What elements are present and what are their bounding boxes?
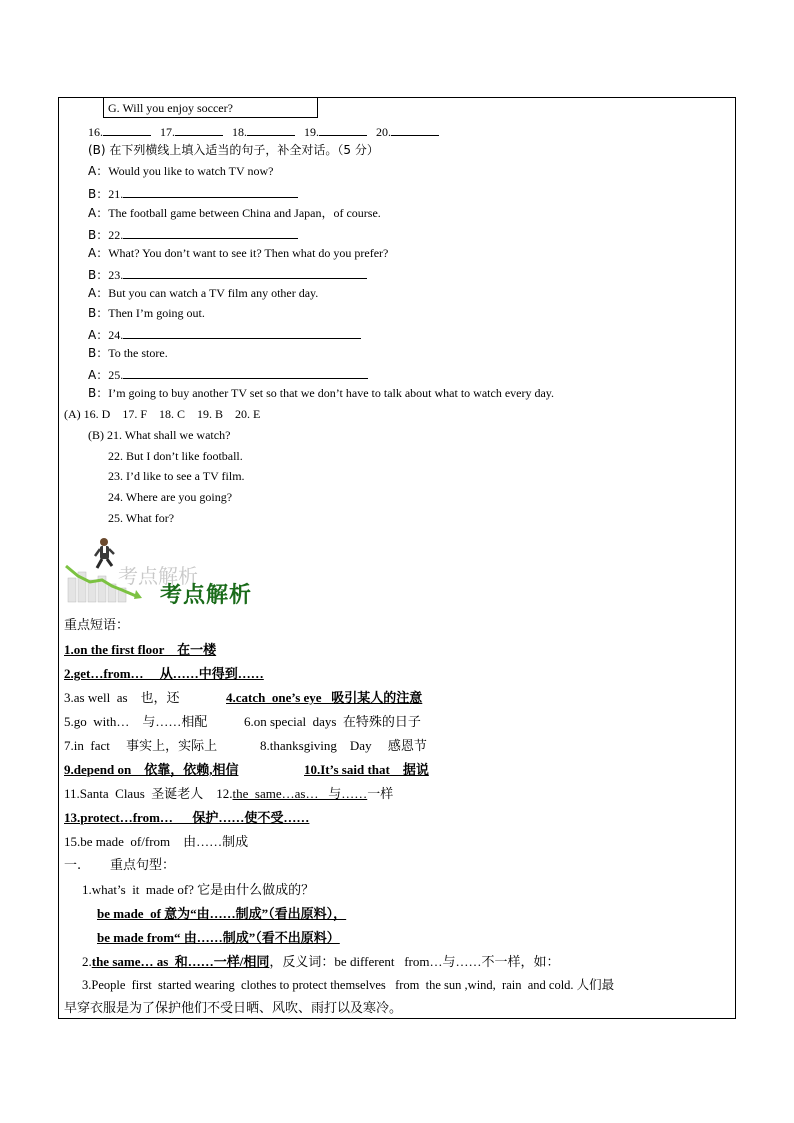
dialogue-line bbox=[88, 307, 205, 319]
sentence-2-tail: ，反义词：be different from…与……不一样，如： bbox=[269, 954, 560, 969]
phrase-11-12 bbox=[64, 787, 393, 800]
blank-20-label: 20. bbox=[376, 125, 391, 139]
dialogue-text: What? You don’t want to see it? Then what do you prefer? bbox=[108, 246, 389, 260]
dialogue-text: 24. bbox=[108, 328, 124, 342]
answer-key-b-21: (B) 21. What shall we watch? bbox=[88, 428, 231, 442]
speaker-label: B： bbox=[88, 306, 109, 320]
speaker-label: A： bbox=[88, 246, 109, 260]
dialogue-text: I’m going to buy another TV set so that we don’t have to talk about what to watch every day. bbox=[108, 386, 555, 400]
dialogue-line bbox=[88, 367, 368, 381]
phrase-3: 3.as well as 也，还 bbox=[64, 690, 180, 705]
dialogue-text: 22. bbox=[108, 228, 124, 242]
answer-blank-21[interactable] bbox=[123, 186, 298, 198]
dialogue-line bbox=[88, 165, 273, 177]
phrase-9: 9.depend on 依靠，依赖,相信 bbox=[64, 762, 239, 777]
dialogue-text: 21. bbox=[108, 187, 124, 201]
speaker-label: A： bbox=[88, 328, 109, 342]
blank-17-label: 17. bbox=[160, 125, 175, 139]
dialogue-line bbox=[88, 287, 318, 299]
phrase-6: 6.on special days 在特殊的日子 bbox=[244, 714, 421, 729]
answer-blank-23[interactable] bbox=[123, 267, 367, 279]
dialogue-line bbox=[88, 207, 381, 219]
sentence-1: 1.what’s it made of? 它是由什么做成的？ bbox=[82, 882, 315, 897]
dialogue-text: Would you like to watch TV now? bbox=[108, 164, 274, 178]
speaker-label: B： bbox=[88, 386, 109, 400]
speaker-label: A： bbox=[88, 286, 109, 300]
dialogue-line bbox=[88, 247, 388, 259]
dialogue-line bbox=[88, 327, 361, 341]
sentence-2-phrase: the same… as 和……一样/相同 bbox=[91, 954, 270, 969]
dialogue-line bbox=[88, 267, 367, 281]
speaker-label: B： bbox=[88, 346, 109, 360]
sentence-2 bbox=[82, 955, 559, 968]
speaker-label: B： bbox=[88, 228, 109, 242]
answer-blank-25[interactable] bbox=[123, 367, 368, 379]
answer-key-b-25: 25. What for? bbox=[108, 511, 175, 525]
answer-key-b-23: 23. I’d like to see a TV film. bbox=[108, 469, 245, 483]
sentence-3-translation: 早穿衣服是为了保护他们不受日晒、风吹、雨打以及寒冷。 bbox=[64, 1000, 403, 1015]
speaker-label: A： bbox=[88, 164, 109, 178]
phrase-8: 8.thanksgiving Day 感恩节 bbox=[260, 738, 427, 753]
answer-blank-16[interactable] bbox=[103, 124, 151, 136]
phrase-10: 10.It’s said that 据说 bbox=[304, 762, 429, 777]
dialogue-line bbox=[88, 227, 298, 241]
phrase-12: the same…as… 与…… bbox=[232, 786, 368, 801]
part-b-instruction: (B) 在下列横线上填入适当的句子，补全对话。（5 分） bbox=[88, 143, 379, 157]
section-title-shadow: 考点解析 bbox=[118, 564, 198, 588]
answer-key-b-22: 22. But I don’t like football. bbox=[108, 449, 243, 463]
answer-blank-20[interactable] bbox=[391, 124, 439, 136]
answer-blank-19[interactable] bbox=[319, 124, 367, 136]
dialogue-text: But you can watch a TV film any other day. bbox=[108, 286, 319, 300]
answer-blank-17[interactable] bbox=[175, 124, 223, 136]
sentence-1-note-a: be made of 意为“由……制成”（看出原料）， bbox=[97, 906, 347, 921]
sentence-3: 3.People first started wearing clothes to protect themselves from the sun ,wind, rain and cold. 人们最 bbox=[82, 978, 615, 992]
dialogue-text: To the store. bbox=[108, 346, 168, 360]
phrase-11: 11.Santa Claus 圣诞老人 12. bbox=[64, 786, 233, 801]
phrase-7: 7.in fact 事实上，实际上 bbox=[64, 738, 218, 753]
phrase-12-tail: 一样 bbox=[367, 786, 394, 801]
answer-blank-18[interactable] bbox=[247, 124, 295, 136]
dialogue-line bbox=[88, 186, 298, 200]
blank-18-label: 18. bbox=[232, 125, 247, 139]
phrases-heading: 重点短语： bbox=[64, 618, 130, 633]
dialogue-text: Then I’m going out. bbox=[108, 306, 205, 320]
phrase-13: 13.protect…from… 保护……使不受…… bbox=[64, 810, 310, 825]
phrase-1: 1.on the first floor 在一楼 bbox=[64, 642, 217, 657]
blank-19-label: 19. bbox=[304, 125, 319, 139]
speaker-label: B： bbox=[88, 187, 109, 201]
speaker-label: A： bbox=[88, 206, 109, 220]
sentences-heading: 一. 重点句型： bbox=[64, 858, 176, 873]
option-g-box: G. Will you enjoy soccer? bbox=[103, 97, 318, 118]
blank-row-16-20 bbox=[88, 124, 439, 138]
dialogue-line bbox=[88, 347, 168, 359]
dialogue-text: 25. bbox=[108, 368, 124, 382]
phrase-5: 5.go with… 与……相配 bbox=[64, 714, 208, 729]
dialogue-line bbox=[88, 387, 554, 399]
answer-key-a: (A) 16. D 17. F 18. C 19. B 20. E bbox=[64, 407, 261, 421]
dialogue-text: 23. bbox=[108, 268, 124, 282]
phrase-15: 15.be made of/from 由……制成 bbox=[64, 834, 249, 849]
sentence-2-num: 2. bbox=[82, 954, 92, 969]
blank-16-label: 16. bbox=[88, 125, 103, 139]
answer-blank-22[interactable] bbox=[123, 227, 298, 239]
answer-blank-24[interactable] bbox=[123, 327, 361, 339]
phrase-4: 4.catch one’s eye 吸引某人的注意 bbox=[226, 690, 423, 705]
sentence-1-note-b: be made from“ 由……制成”（看不出原料） bbox=[97, 930, 340, 945]
section-title: 考点解析 bbox=[160, 583, 253, 608]
dialogue-text: The football game between China and Japan，of course. bbox=[108, 206, 381, 220]
phrase-2: 2.get…from… 从……中得到…… bbox=[64, 666, 264, 681]
speaker-label: A： bbox=[88, 368, 109, 382]
answer-key-b-24: 24. Where are you going? bbox=[108, 490, 233, 504]
speaker-label: B： bbox=[88, 268, 109, 282]
